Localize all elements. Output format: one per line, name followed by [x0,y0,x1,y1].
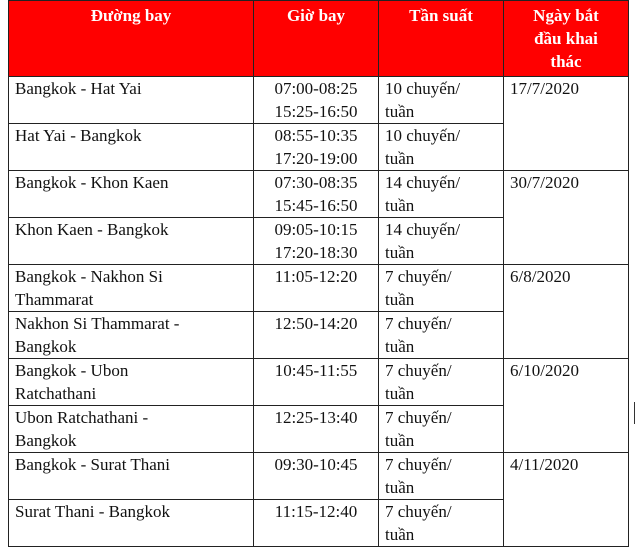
frequency-cell: 7 chuyến/ tuần [379,312,504,359]
route-cell: Bangkok - Nakhon Si Thammarat [9,265,254,312]
header-frequency: Tần suất [379,1,504,77]
frequency-cell: 7 chuyến/ tuần [379,500,504,547]
route-cell: Ubon Ratchathani - Bangkok [9,406,254,453]
time-cell: 12:50-14:20 [254,312,379,359]
route-cell: Bangkok - Khon Kaen [9,171,254,218]
table-row [9,453,629,500]
frequency-cell: 14 chuyến/ tuần [379,218,504,265]
header-time: Giờ bay [254,1,379,77]
start-date-cell: 6/8/2020 [504,265,629,359]
start-date-cell: 17/7/2020 [504,77,629,171]
frequency-cell: 10 chuyến/ tuần [379,124,504,171]
route-cell: Bangkok - Surat Thani [9,453,254,500]
header-start-date: Ngày bắt đầu khai thác [504,1,629,77]
table-row [9,171,629,218]
header-route: Đường bay [9,1,254,77]
text-cursor-mark [634,402,635,424]
time-cell: 12:25-13:40 [254,406,379,453]
time-cell: 07:30-08:35 15:45-16:50 [254,171,379,218]
time-cell: 11:15-12:40 [254,500,379,547]
frequency-cell: 10 chuyến/ tuần [379,77,504,124]
time-cell: 09:30-10:45 [254,453,379,500]
time-cell: 11:05-12:20 [254,265,379,312]
frequency-cell: 7 chuyến/ tuần [379,265,504,312]
table-row [9,359,629,406]
time-cell: 07:00-08:25 15:25-16:50 [254,77,379,124]
route-cell: Bangkok - Hat Yai [9,77,254,124]
time-cell: 09:05-10:15 17:20-18:30 [254,218,379,265]
table-row [9,77,629,124]
route-cell: Nakhon Si Thammarat - Bangkok [9,312,254,359]
header-row [9,1,629,77]
frequency-cell: 7 chuyến/ tuần [379,453,504,500]
time-cell: 10:45-11:55 [254,359,379,406]
frequency-cell: 14 chuyến/ tuần [379,171,504,218]
time-cell: 08:55-10:35 17:20-19:00 [254,124,379,171]
start-date-cell: 6/10/2020 [504,359,629,453]
route-cell: Bangkok - Ubon Ratchathani [9,359,254,406]
start-date-cell: 4/11/2020 [504,453,629,547]
route-cell: Surat Thani - Bangkok [9,500,254,547]
table-row [9,265,629,312]
frequency-cell: 7 chuyến/ tuần [379,406,504,453]
route-cell: Hat Yai - Bangkok [9,124,254,171]
route-cell: Khon Kaen - Bangkok [9,218,254,265]
routes-table [8,0,629,547]
start-date-cell: 30/7/2020 [504,171,629,265]
frequency-cell: 7 chuyến/ tuần [379,359,504,406]
